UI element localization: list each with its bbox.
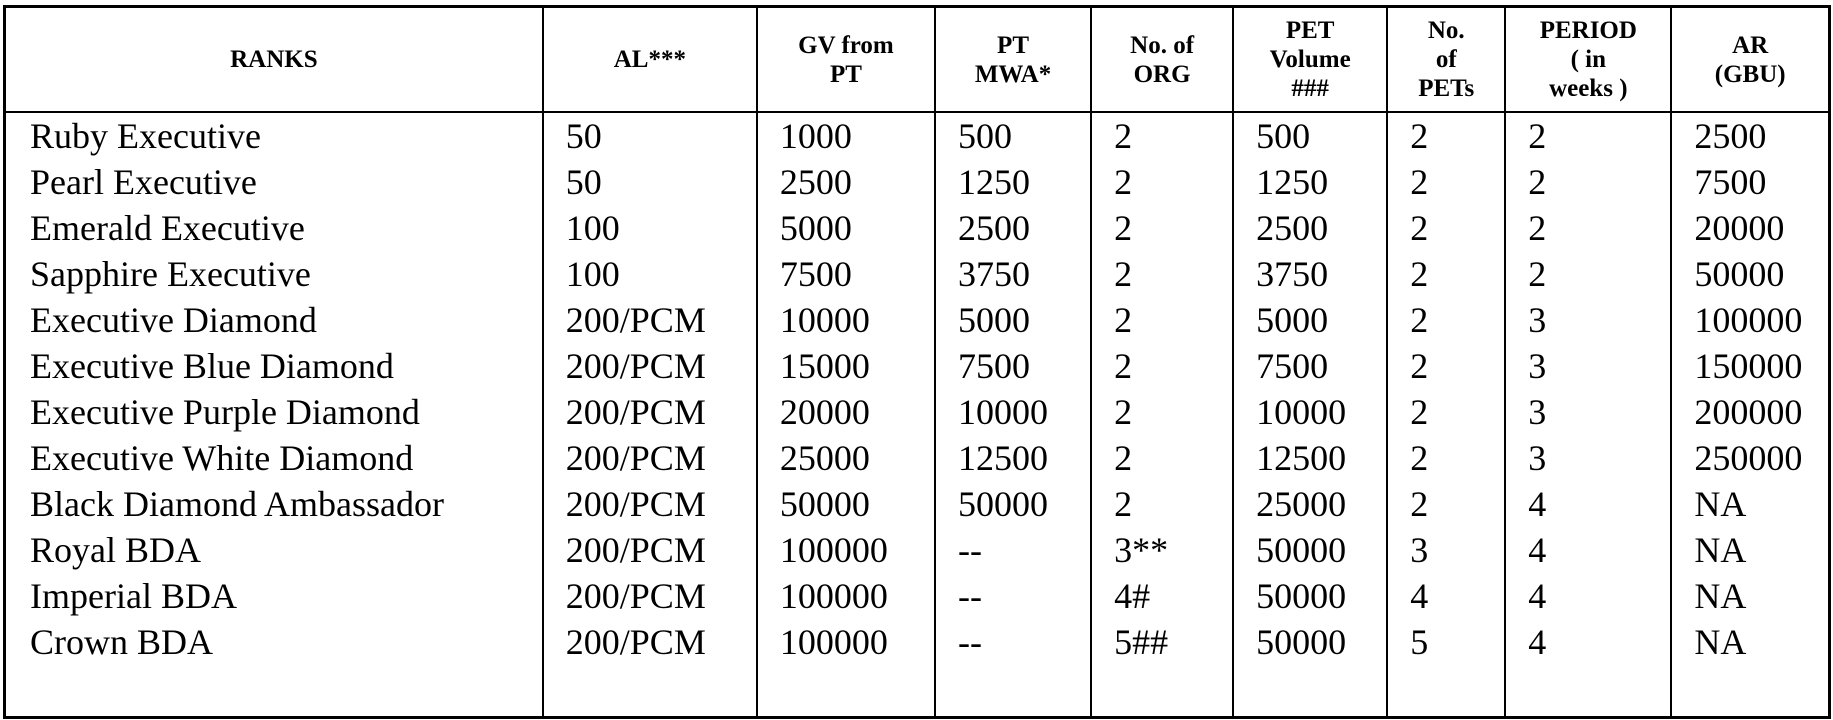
pet-volume-cell: 10000 <box>1233 389 1387 435</box>
column-header-line: ORG <box>1133 60 1191 88</box>
period-cell: 2 <box>1505 112 1671 159</box>
column-header-line: (GBU) <box>1714 60 1786 88</box>
column-header-line: AL*** <box>613 46 686 73</box>
empty-cell <box>1091 665 1233 718</box>
period-cell: 3 <box>1505 297 1671 343</box>
column-header-pt-mwa <box>935 7 1091 113</box>
column-header-period <box>1505 7 1671 113</box>
no-of-org-cell: 5## <box>1091 619 1233 665</box>
column-header-line: PETs <box>1418 75 1475 102</box>
al-cell: 100 <box>543 205 757 251</box>
empty-cell <box>543 665 757 718</box>
column-header-line: Volume <box>1269 46 1351 73</box>
al-cell: 200/PCM <box>543 573 757 619</box>
column-header-no-of-pets <box>1387 7 1505 113</box>
column-header-line: RANKS <box>230 46 318 73</box>
rank-name-cell: Executive Purple Diamond <box>5 389 543 435</box>
column-header-line: No. <box>1427 17 1465 44</box>
column-header-line: PT <box>997 31 1029 59</box>
empty-filler-row <box>5 665 1830 718</box>
rank-name-cell: Pearl Executive <box>5 159 543 205</box>
no-of-pets-cell: 2 <box>1387 297 1505 343</box>
no-of-pets-cell: 3 <box>1387 527 1505 573</box>
column-header-ranks <box>5 7 543 113</box>
period-cell: 3 <box>1505 435 1671 481</box>
pet-volume-cell: 50000 <box>1233 527 1387 573</box>
ar-cell: NA <box>1671 481 1829 527</box>
table-row <box>5 527 1830 573</box>
column-header-gv-from-pt <box>757 7 935 113</box>
pet-volume-cell: 50000 <box>1233 619 1387 665</box>
table-row <box>5 205 1830 251</box>
gv-from-pt-cell: 2500 <box>757 159 935 205</box>
column-header-no-of-org <box>1091 7 1233 113</box>
al-cell: 100 <box>543 251 757 297</box>
gv-from-pt-cell: 100000 <box>757 619 935 665</box>
gv-from-pt-cell: 20000 <box>757 389 935 435</box>
al-cell: 200/PCM <box>543 343 757 389</box>
no-of-org-cell: 3** <box>1091 527 1233 573</box>
period-cell: 4 <box>1505 619 1671 665</box>
no-of-pets-cell: 2 <box>1387 389 1505 435</box>
al-cell: 200/PCM <box>543 435 757 481</box>
period-cell: 3 <box>1505 343 1671 389</box>
no-of-pets-cell: 2 <box>1387 112 1505 159</box>
ar-cell: NA <box>1671 573 1829 619</box>
no-of-pets-cell: 2 <box>1387 251 1505 297</box>
column-header-line: of <box>1435 46 1457 73</box>
column-header-pet-volume <box>1233 7 1387 113</box>
column-header-line: PT <box>829 60 862 88</box>
no-of-pets-cell: 2 <box>1387 343 1505 389</box>
pt-mwa-cell: -- <box>935 619 1091 665</box>
ar-cell: 50000 <box>1671 251 1829 297</box>
period-cell: 2 <box>1505 251 1671 297</box>
al-cell: 50 <box>543 159 757 205</box>
rank-name-cell: Executive White Diamond <box>5 435 543 481</box>
pt-mwa-cell: 500 <box>935 112 1091 159</box>
al-cell: 200/PCM <box>543 297 757 343</box>
pt-mwa-cell: 50000 <box>935 481 1091 527</box>
pt-mwa-cell: 5000 <box>935 297 1091 343</box>
table-row <box>5 435 1830 481</box>
no-of-pets-cell: 2 <box>1387 205 1505 251</box>
pt-mwa-cell: -- <box>935 527 1091 573</box>
al-cell: 200/PCM <box>543 619 757 665</box>
pet-volume-cell: 25000 <box>1233 481 1387 527</box>
no-of-org-cell: 2 <box>1091 112 1233 159</box>
column-header-line: GV from <box>798 31 894 59</box>
al-cell: 200/PCM <box>543 527 757 573</box>
pt-mwa-cell: 2500 <box>935 205 1091 251</box>
gv-from-pt-cell: 15000 <box>757 343 935 389</box>
no-of-pets-cell: 2 <box>1387 435 1505 481</box>
no-of-org-cell: 2 <box>1091 297 1233 343</box>
rank-name-cell: Crown BDA <box>5 619 543 665</box>
column-header-line: PET <box>1285 17 1335 44</box>
table-row <box>5 112 1830 159</box>
column-header-line: PERIOD <box>1539 17 1637 44</box>
pet-volume-cell: 5000 <box>1233 297 1387 343</box>
table-row <box>5 619 1830 665</box>
empty-cell <box>1233 665 1387 718</box>
pt-mwa-cell: 1250 <box>935 159 1091 205</box>
ar-cell: 100000 <box>1671 297 1829 343</box>
pt-mwa-cell: 12500 <box>935 435 1091 481</box>
rank-name-cell: Executive Blue Diamond <box>5 343 543 389</box>
al-cell: 50 <box>543 112 757 159</box>
rank-name-cell: Ruby Executive <box>5 112 543 159</box>
rank-name-cell: Sapphire Executive <box>5 251 543 297</box>
header-row <box>5 7 1830 113</box>
rank-name-cell: Executive Diamond <box>5 297 543 343</box>
period-cell: 2 <box>1505 205 1671 251</box>
no-of-org-cell: 2 <box>1091 205 1233 251</box>
column-header-line: MWA* <box>974 60 1052 88</box>
column-header-line: ( in <box>1570 46 1607 73</box>
column-header-al <box>543 7 757 113</box>
no-of-org-cell: 2 <box>1091 343 1233 389</box>
table-row <box>5 389 1830 435</box>
empty-cell <box>1671 665 1829 718</box>
gv-from-pt-cell: 25000 <box>757 435 935 481</box>
no-of-org-cell: 2 <box>1091 251 1233 297</box>
column-header-line: No. of <box>1130 31 1195 59</box>
table-row <box>5 573 1830 619</box>
pt-mwa-cell: -- <box>935 573 1091 619</box>
ar-cell: 20000 <box>1671 205 1829 251</box>
table-row <box>5 159 1830 205</box>
no-of-pets-cell: 2 <box>1387 159 1505 205</box>
rank-name-cell: Imperial BDA <box>5 573 543 619</box>
ar-cell: NA <box>1671 527 1829 573</box>
ar-cell: NA <box>1671 619 1829 665</box>
no-of-org-cell: 2 <box>1091 481 1233 527</box>
empty-cell <box>1387 665 1505 718</box>
period-cell: 4 <box>1505 527 1671 573</box>
gv-from-pt-cell: 100000 <box>757 527 935 573</box>
pt-mwa-cell: 7500 <box>935 343 1091 389</box>
no-of-org-cell: 2 <box>1091 435 1233 481</box>
empty-cell <box>935 665 1091 718</box>
rank-name-cell: Black Diamond Ambassador <box>5 481 543 527</box>
gv-from-pt-cell: 100000 <box>757 573 935 619</box>
no-of-org-cell: 4# <box>1091 573 1233 619</box>
no-of-pets-cell: 5 <box>1387 619 1505 665</box>
column-header-line: AR <box>1732 31 1769 59</box>
no-of-pets-cell: 4 <box>1387 573 1505 619</box>
rank-name-cell: Royal BDA <box>5 527 543 573</box>
table-row <box>5 343 1830 389</box>
pet-volume-cell: 1250 <box>1233 159 1387 205</box>
column-header-line: weeks ) <box>1549 75 1628 102</box>
rank-qualification-sheet <box>0 5 1833 720</box>
period-cell: 4 <box>1505 573 1671 619</box>
gv-from-pt-cell: 50000 <box>757 481 935 527</box>
empty-cell <box>5 665 543 718</box>
gv-from-pt-cell: 7500 <box>757 251 935 297</box>
ar-cell: 7500 <box>1671 159 1829 205</box>
al-cell: 200/PCM <box>543 389 757 435</box>
table-row <box>5 251 1830 297</box>
table-row <box>5 481 1830 527</box>
period-cell: 2 <box>1505 159 1671 205</box>
pet-volume-cell: 2500 <box>1233 205 1387 251</box>
pet-volume-cell: 50000 <box>1233 573 1387 619</box>
rank-name-cell: Emerald Executive <box>5 205 543 251</box>
pt-mwa-cell: 3750 <box>935 251 1091 297</box>
period-cell: 4 <box>1505 481 1671 527</box>
no-of-org-cell: 2 <box>1091 389 1233 435</box>
column-header-ar <box>1671 7 1829 113</box>
pet-volume-cell: 500 <box>1233 112 1387 159</box>
table-body <box>5 112 1830 718</box>
table-row <box>5 297 1830 343</box>
period-cell: 3 <box>1505 389 1671 435</box>
ar-cell: 200000 <box>1671 389 1829 435</box>
empty-cell <box>1505 665 1671 718</box>
ar-cell: 250000 <box>1671 435 1829 481</box>
no-of-pets-cell: 2 <box>1387 481 1505 527</box>
pet-volume-cell: 7500 <box>1233 343 1387 389</box>
pet-volume-cell: 12500 <box>1233 435 1387 481</box>
column-header-line: ### <box>1291 75 1329 102</box>
ar-cell: 150000 <box>1671 343 1829 389</box>
gv-from-pt-cell: 1000 <box>757 112 935 159</box>
ar-cell: 2500 <box>1671 112 1829 159</box>
gv-from-pt-cell: 10000 <box>757 297 935 343</box>
pet-volume-cell: 3750 <box>1233 251 1387 297</box>
al-cell: 200/PCM <box>543 481 757 527</box>
no-of-org-cell: 2 <box>1091 159 1233 205</box>
gv-from-pt-cell: 5000 <box>757 205 935 251</box>
rank-qualification-table <box>3 5 1831 719</box>
pt-mwa-cell: 10000 <box>935 389 1091 435</box>
empty-cell <box>757 665 935 718</box>
